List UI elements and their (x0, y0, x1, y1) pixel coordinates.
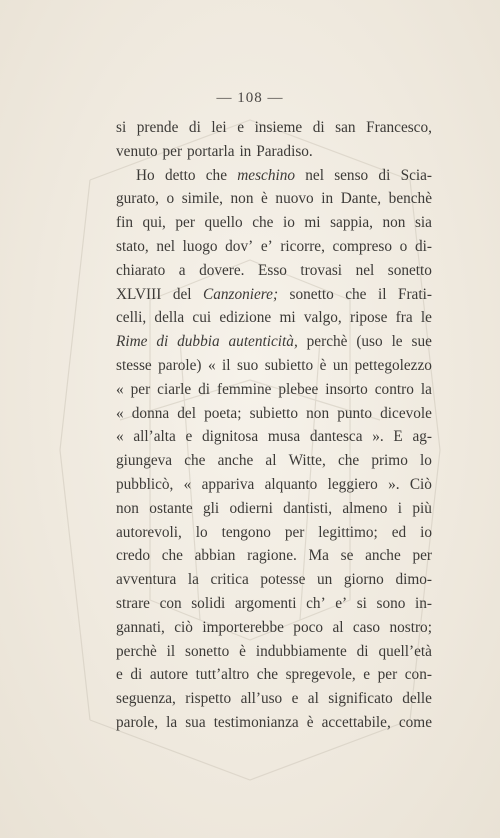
text-line: non ostante gli odierni dantisti, almeno i più (116, 499, 432, 517)
text-line: fin qui, per quello che io mi sappia, non sia (116, 214, 432, 232)
text-line: e di autore tutt’altro che spregevole, e per con- (116, 666, 432, 684)
text-line: Rime di dubbia autenticità, perchè (uso le sue (116, 333, 432, 351)
text-line: credo che abbian ragione. Ma se anche per (116, 547, 432, 565)
text-line: « all’alta e dignitosa musa dantesca ». E ag- (116, 428, 432, 446)
text-line: gurato, o simile, non è nuovo in Dante, benchè (116, 190, 432, 208)
text-line: chiarato a dovere. Esso trovasi nel sonetto (116, 261, 432, 279)
text-line: XLVIII del Canzoniere; sonetto che il Frati- (116, 285, 432, 303)
text-line: celli, della cui edizione mi valgo, ripose fra le (116, 309, 432, 327)
text-line: gannati, ciò importerebbe poco al caso nostro; (116, 618, 432, 636)
text-line: parole, la sua testimonianza è accettabile, come (116, 713, 432, 731)
text-line: stato, nel luogo dov’ e’ ricorre, compreso o di- (116, 237, 432, 255)
text-line: strare con solidi argomenti ch’ e’ si sono in- (116, 594, 432, 612)
text-line: pubblicò, « appariva alquanto leggiero ». Ciò (116, 475, 432, 493)
text-line: « per ciarle di femmine plebee insorto contro la (116, 380, 432, 398)
text-line: si prende di lei e insieme di san Francesco, (116, 119, 432, 136)
text-line: Ho detto che meschino nel senso di Scia- (136, 166, 432, 184)
text-line: venuto per portarla in Paradiso. (116, 142, 313, 160)
text-line: stesse parole) « il suo subietto è un pettegolezzo (116, 356, 432, 374)
text-line: avventura la critica potesse un giorno dimo- (116, 571, 432, 589)
text-line: giungeva che anche al Witte, che primo lo (116, 452, 432, 470)
text-line: perchè il sonetto è indubbiamente di quell’età (116, 642, 432, 660)
text-line: « donna del poeta; subietto non punto dicevole (116, 404, 432, 422)
text-line: seguenza, rispetto all’uso e al significato delle (116, 690, 432, 708)
page-number: — 108 — (216, 90, 284, 106)
body-text (116, 116, 432, 735)
text-line: autorevoli, lo tengono per legittimo; ed io (116, 523, 432, 541)
